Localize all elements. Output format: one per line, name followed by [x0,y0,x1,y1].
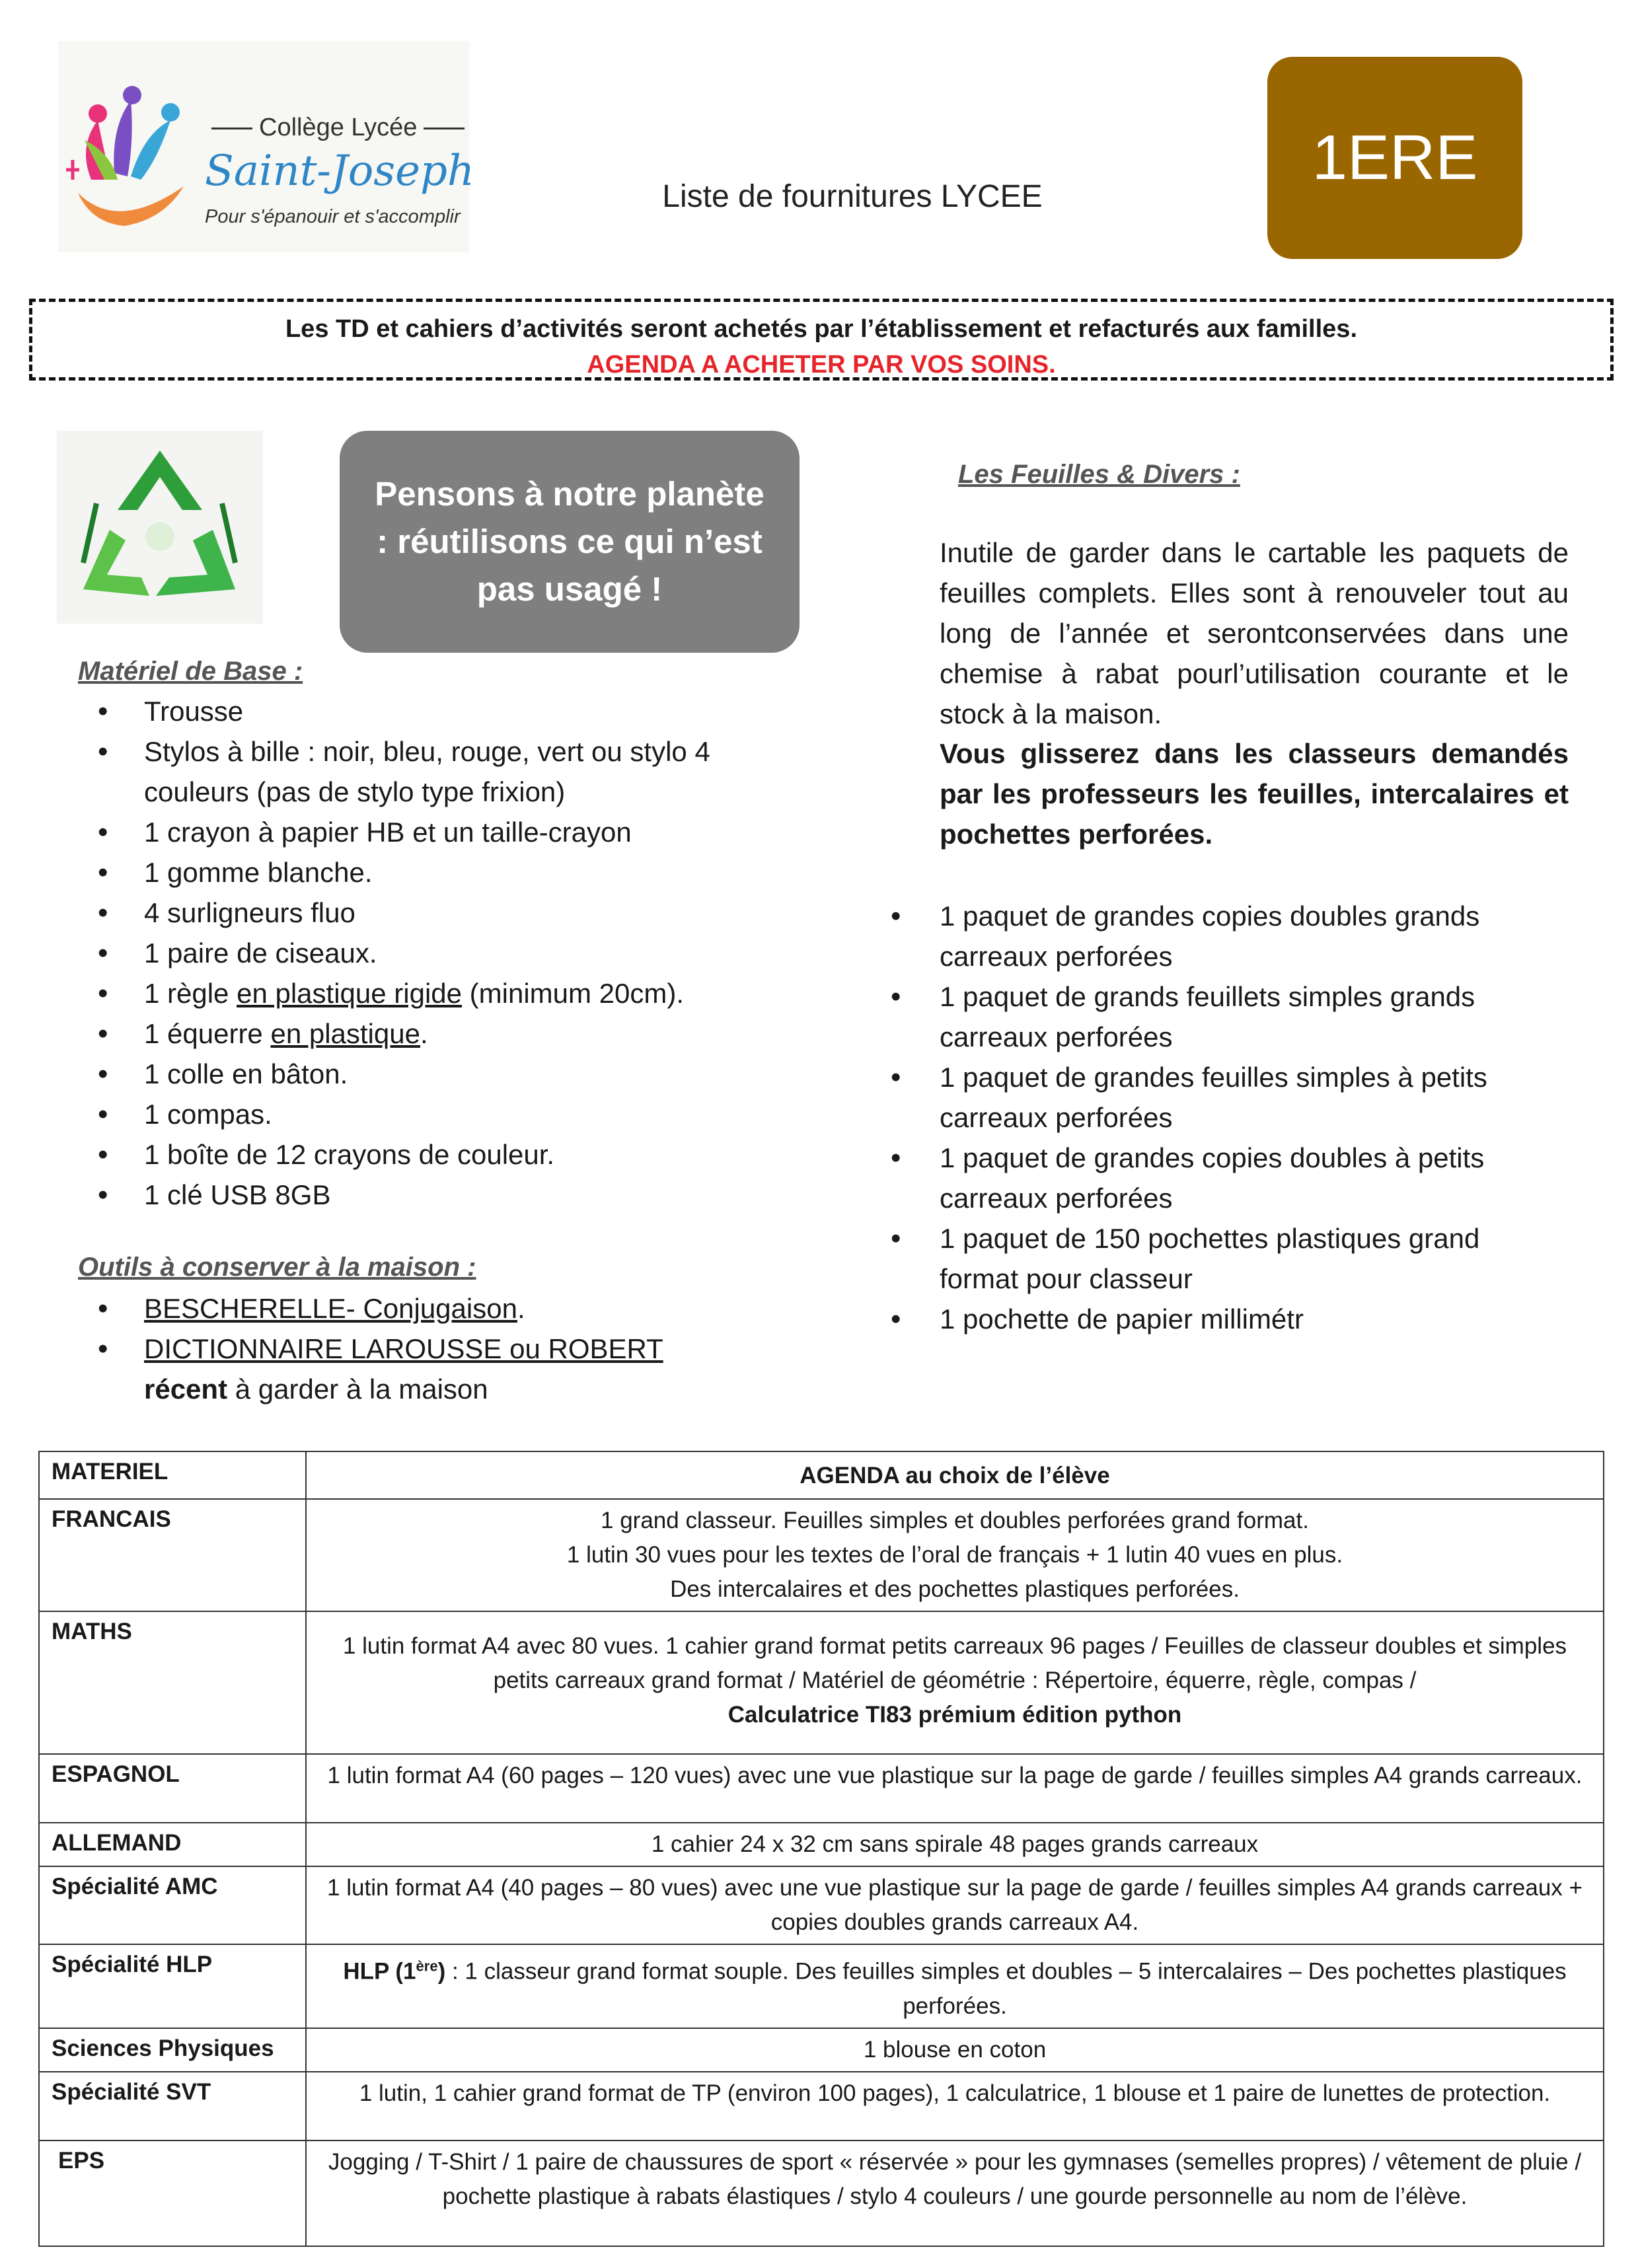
list-item: • 1 paquet de grandes copies doubles à petits carreaux perforées [880,1138,1541,1218]
notice-box [29,299,1614,381]
list-item: • 1 paquet de 150 pochettes plastiques grand format pour classeur [880,1218,1541,1299]
list-item: • 1 colle en bâton. [78,1054,805,1094]
subject-cell: Sciences Physiques [39,2028,306,2072]
table-row [39,1823,1604,1866]
subject-cell: EPS [39,2140,306,2246]
subject-cell: ALLEMAND [39,1823,306,1866]
list-item: • 1 boîte de 12 crayons de couleur. [78,1134,805,1175]
subject-cell: Spécialité AMC [39,1866,306,1944]
list-item: • 1 compas. [78,1094,805,1134]
list-item: • DICTIONNAIRE LAROUSSE ou ROBERT récent à garder à la maison [78,1329,805,1409]
table-row [39,1611,1604,1754]
reuse-reminder-box: Pensons à notre planète : réutilisons ce qui n’est pas usagé ! [340,431,800,653]
list-item: • 1 pochette de papier millimétr [880,1299,1541,1339]
list-item: • 1 paquet de grandes copies doubles grands carreaux perforées [880,896,1541,976]
subject-cell: MATHS [39,1611,306,1754]
supplies-cell: 1 lutin format A4 avec 80 vues. 1 cahier grand format petits carreaux 96 pages / Feuilles de classeur doubles et simples petits carreaux grand format / Matériel de géométrie : Répertoire, équerre, règle, compas / Calculatrice TI83 prémium édition python [306,1611,1604,1754]
subject-cell: FRANCAIS [39,1499,306,1611]
list-item: • 4 surligneurs fluo [78,893,805,933]
supplies-cell: Jogging / T-Shirt / 1 paire de chaussures de sport « réservée » pour les gymnases (semelles propres) / vêtement de pluie / pochette plastique à rabats élastiques / stylo 4 couleurs / une gourde personnelle au nom de l’élève. [306,2140,1604,2246]
home-tools-title: Outils à conserver à la maison : [78,1253,476,1282]
supplies-cell: HLP (1ère) : 1 classeur grand format souple. Des feuilles simples et doubles – 5 intercalaires – Des pochettes plastiques perforées. [306,1944,1604,2028]
logo-emblem-icon [65,81,197,239]
school-logo [58,41,475,252]
sheets-bold-paragraph: Vous glisserez dans les classeurs demandés par les professeurs les feuilles, intercalaires et pochettes perforées. [940,738,1569,850]
subject-cell: ESPAGNOL [39,1754,306,1823]
notice-line-1: Les TD et cahiers d’activités seront achetés par l’établissement et refacturés aux familles. [285,315,1358,343]
table-row [39,2140,1604,2246]
list-item: • 1 clé USB 8GB [78,1175,805,1215]
recycle-icon [57,431,263,624]
sheets-list [880,896,1541,1339]
list-item: • 1 crayon à papier HB et un taille-crayon [78,812,805,852]
supplies-cell: AGENDA au choix de l’élève [306,1451,1604,1499]
list-item: • 1 gomme blanche. [78,852,805,893]
sheets-section-title: Les Feuilles & Divers : [958,460,1240,489]
basic-supplies-title: Matériel de Base : [78,657,303,686]
list-item: • 1 paquet de grands feuillets simples grands carreaux perforées [880,976,1541,1057]
table-row [39,1499,1604,1611]
supplies-cell: 1 cahier 24 x 32 cm sans spirale 48 pages grands carreaux [306,1823,1604,1866]
logo-top-text: Collège Lycée [205,114,471,142]
supplies-cell: 1 lutin format A4 (40 pages – 80 vues) avec une vue plastique sur la page de garde / feuilles simples A4 grands carreaux + copies doubles grands carreaux A4. [306,1866,1604,1944]
table-row [39,1451,1604,1499]
list-item: • BESCHERELLE- Conjugaison. [78,1288,805,1329]
page-title: Liste de fournitures LYCEE [662,179,1043,214]
table-row [39,2072,1604,2140]
level-badge: 1ERE [1267,57,1522,259]
supplies-cell: 1 blouse en coton [306,2028,1604,2072]
table-row [39,1944,1604,2028]
logo-name-text: Saint-Joseph [205,147,475,196]
list-item: • 1 paquet de grandes feuilles simples à petits carreaux perforées [880,1057,1541,1138]
table-row [39,2028,1604,2072]
subject-cell: Spécialité SVT [39,2072,306,2140]
subject-cell: MATERIEL [39,1451,306,1499]
sheets-paragraph: Inutile de garder dans le cartable les paquets de feuilles complets. Elles sont à renouveler tout au long de l’année et serontconservées dans une chemise à rabat pourl’utilisation courante et le stock à la maison. [940,537,1569,729]
list-item: • 1 paire de ciseaux. [78,933,805,973]
home-tools-list [78,1288,805,1409]
basic-supplies-list [78,691,805,1215]
list-item: • Trousse [78,691,805,731]
supplies-cell: 1 lutin, 1 cahier grand format de TP (environ 100 pages), 1 calculatrice, 1 blouse et 1 paire de lunettes de protection. [306,2072,1604,2140]
supplies-cell: 1 lutin format A4 (60 pages – 120 vues) avec une vue plastique sur la page de garde / feuilles simples A4 grands carreaux. [306,1754,1604,1823]
supplies-cell: 1 grand classeur. Feuilles simples et doubles perforées grand format. 1 lutin 30 vues pour les textes de l’oral de français + 1 lutin 40 vues en plus. Des intercalaires et des pochettes plastiques perforées. [306,1499,1604,1611]
table-row [39,1754,1604,1823]
table-row [39,1866,1604,1944]
list-item: • Stylos à bille : noir, bleu, rouge, vert ou stylo 4 couleurs (pas de stylo type frixion) [78,731,805,812]
notice-line-2: AGENDA A ACHETER PAR VOS SOINS. [587,351,1056,379]
logo-motto-text: Pour s'épanouir et s'accomplir [205,206,461,227]
list-item: • 1 règle en plastique rigide (minimum 20cm). [78,973,805,1013]
subject-cell: Spécialité HLP [39,1944,306,2028]
subject-supplies-table [38,1451,1604,2247]
list-item: • 1 équerre en plastique. [78,1013,805,1054]
